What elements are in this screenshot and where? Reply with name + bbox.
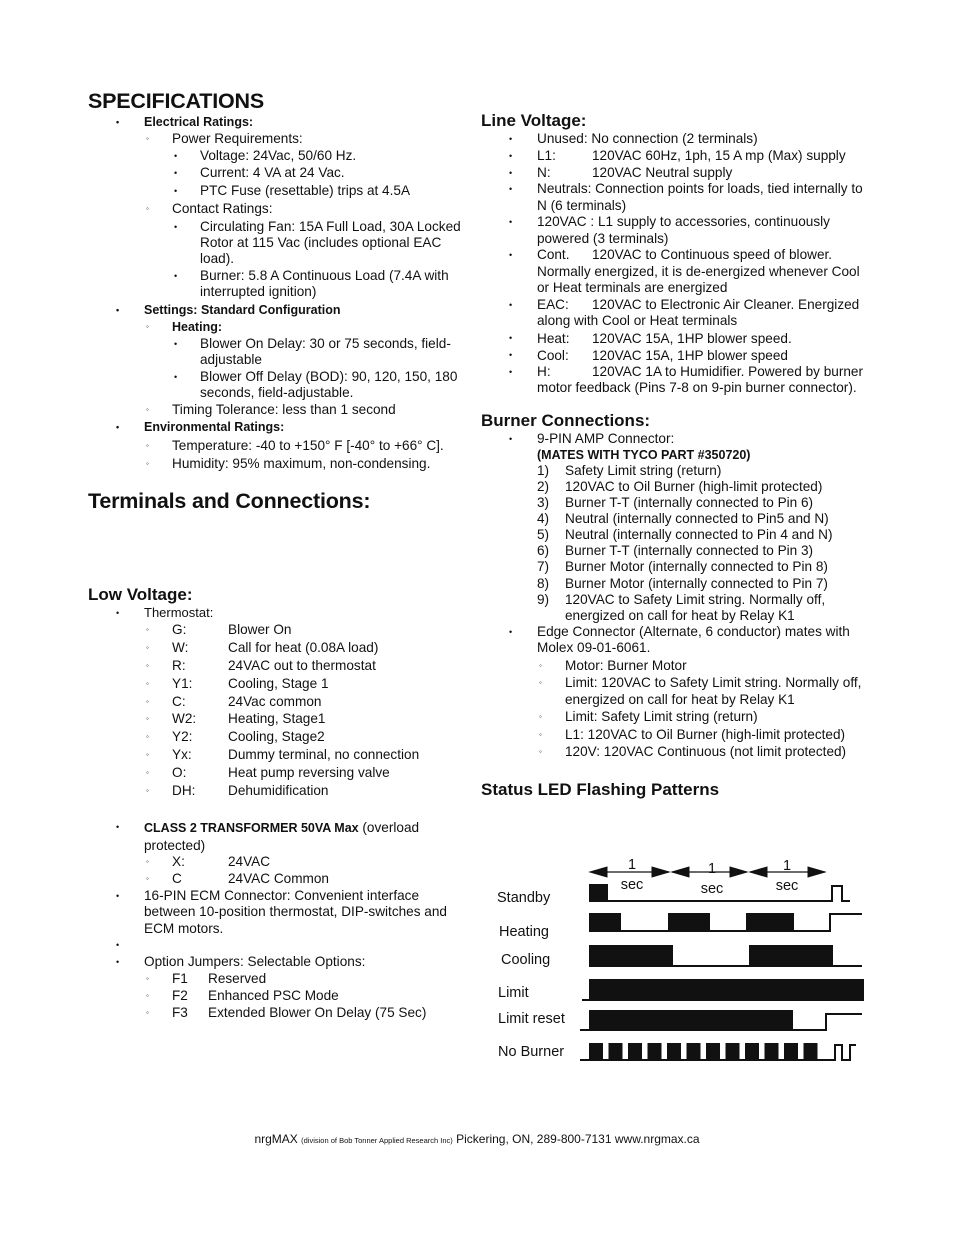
thermostat-terminal: ◦ O: Heat pump reversing valve [88,765,473,782]
pin-item: 7) Burner Motor (internally connected to Pin 8) [537,559,828,575]
edge-item: ◦ L1: 120VAC to Oil Burner (high-limit protected) [481,727,871,744]
arrow-head [672,867,689,877]
low-voltage-list [88,605,473,1022]
burner-list [481,431,871,761]
arrow-head [652,867,669,877]
contact-item: • Circulating Fan: 15A Full Load, 30A Locked Rotor at 115 Vac (includes optional EAC load). [88,219,473,267]
pin-item: 4) Neutral (internally connected to Pin5 and N) [537,511,829,527]
no-burner-pulse [766,1044,778,1060]
interval-label-1-unit: sec [620,877,644,893]
edge-item: ◦ Limit: 120VAC to Safety Limit string. Normally off, energized on call for heat by Relay K1 [481,675,871,708]
thermostat-terminal: ◦ W2: Heating, Stage1 [88,711,473,728]
thermostat-terminal: ◦ Y1: Cooling, Stage 1 [88,676,473,693]
line-voltage-item: • L1: 120VAC 60Hz, 1ph, 15 A mp (Max) supply [481,148,871,165]
ecm-connector: • 16-PIN ECM Connector: Convenient interface between 10-position thermostat, DIP-switches and ECM motors. [88,888,473,938]
arrow-head [808,867,825,877]
transformer-item: • CLASS 2 TRANSFORMER 50VA Max (overload protected) [88,819,473,854]
line-voltage-title: Line Voltage: [481,111,587,130]
settings-heading: • Settings: Standard Configuration [88,302,473,319]
footer [0,1131,954,1149]
jumper-option: ◦ F3 Extended Blower On Delay (75 Sec) [88,1005,473,1022]
low-voltage-title: Low Voltage: [88,584,193,604]
jumper-option: ◦ F1 Reserved [88,971,473,988]
line-voltage-item: • EAC: 120VAC to Electronic Air Cleaner. Energized along with Cool or Heat terminals [481,297,871,330]
burner-connections-title: Burner Connections: [481,410,651,430]
line-voltage-item: • Cont. 120VAC to Continuous speed of blower. Normally energized, it is de-energized whenever Cool or Heat terminals are energized [481,247,871,297]
no-burner-pulse [746,1044,758,1060]
contact-ratings: ◦ Contact Ratings: [88,201,473,218]
power-requirements: ◦ Power Requirements: [88,131,473,148]
power-item: • PTC Fuse (resettable) trips at 4.5A [88,183,473,200]
mates-note: (MATES WITH TYCO PART #350720) [537,447,751,462]
electrical-ratings-heading: • Electrical Ratings: [88,114,473,131]
pattern-label-no-burner: No Burner [498,1044,565,1060]
power-item: • Voltage: 24Vac, 50/60 Hz. [88,148,473,165]
specifications-list [88,114,473,473]
footer-contact: Pickering, ON, 289-800-7131 www.nrgmax.ca [456,1132,700,1146]
no-burner-pulse [785,1044,797,1060]
pin-item: 2) 120VAC to Oil Burner (high-limit protected) [537,478,823,494]
pattern-label-limit: Limit [498,985,529,1001]
edge-connector: • Edge Connector (Alternate, 6 conductor) mates with Molex 09-01-6061. [481,624,871,657]
interval-label-1: 1 [627,857,637,873]
right-column [481,110,871,800]
thermostat-terminal: ◦ W: Call for heat (0.08A load) [88,640,473,657]
no-burner-pulse [707,1044,719,1060]
thermostat-terminal: ◦ DH: Dehumidification [88,783,473,800]
pin-item: 1) Safety Limit string (return) [537,462,722,478]
arrow-head [590,867,607,877]
heating-item: • Blower On Delay: 30 or 75 seconds, field-adjustable [88,336,473,368]
thermostat-terminal: ◦ G: Blower On [88,622,473,639]
arrow-head [750,867,767,877]
environmental-item: ◦ Humidity: 95% maximum, non-condensing. [88,456,473,473]
thermostat-terminal: ◦ Yx: Dummy terminal, no connection [88,747,473,764]
no-burner-pulse [727,1044,739,1060]
edge-item: ◦ Limit: Safety Limit string (return) [481,709,871,726]
thermostat-terminal: ◦ Y2: Cooling, Stage2 [88,729,473,746]
waveform-heating [590,914,862,931]
waveform-no-burner [580,1044,856,1060]
arrow-head [730,867,747,877]
specifications-title: SPECIFICATIONS [88,89,264,113]
no-burner-pulse [805,1044,817,1060]
terminals-title: Terminals and Connections: [88,488,371,513]
amp-connector: • 9-PIN AMP Connector: (MATES WITH TYCO PART #350720) [481,431,871,463]
thermostat-terminal: ◦ R: 24VAC out to thermostat [88,658,473,675]
line-voltage-item: • Unused: No connection (2 terminals) [481,131,871,148]
transformer-terminal: ◦ X: 24VAC [88,854,473,871]
pin-item: 5) Neutral (internally connected to Pin 4 and N) [537,527,833,543]
footer-division: (division of Bob Tonner Applied Research Inc) [301,1136,453,1145]
pin-item: 6) Burner T-T (internally connected to Pin 3) [537,543,814,559]
option-jumpers: • Option Jumpers: Selectable Options: [88,954,473,971]
edge-item: ◦ Motor: Burner Motor [481,658,871,675]
jumper-option: ◦ F2 Enhanced PSC Mode [88,988,473,1005]
environmental-heading: • Environmental Ratings: [88,419,473,436]
no-burner-pulse [649,1044,661,1060]
pattern-label-standby: Standby [497,890,551,906]
no-burner-pulse [688,1044,700,1060]
waveforms [580,885,863,1060]
interval-label-3-unit: sec [775,878,799,894]
interval-label-3: 1 [782,858,792,874]
transformer-terminal: ◦ C 24VAC Common [88,871,473,888]
line-voltage-item: • Neutrals: Connection points for loads, tied internally to N (6 terminals) [481,181,871,214]
waveform-limit-reset [580,1011,862,1030]
pattern-label-heating: Heating [499,924,549,940]
waveform-limit [582,980,863,1000]
pin-item: 3) Burner T-T (internally connected to Pin 6) [537,495,814,511]
contact-item: • Burner: 5.8 A Continuous Load (7.4A with interrupted ignition) [88,268,473,300]
pattern-label-cooling: Cooling [501,952,551,968]
heating-item: • Blower Off Delay (BOD): 90, 120, 150, 180 seconds, field-adjustable. [88,369,473,401]
led-timing-diagram [490,852,870,1072]
line-voltage-item: • 120VAC : L1 supply to accessories, continuously powered (3 terminals) [481,214,871,247]
line-voltage-item: • Cool: 120VAC 15A, 1HP blower speed [481,347,871,364]
no-burner-pulse [629,1044,641,1060]
pin-item: 8) Burner Motor (internally connected to Pin 7) [537,575,828,591]
empty-bullet [88,937,473,954]
left-column [88,88,473,1022]
line-voltage-item: • Heat: 120VAC 15A, 1HP blower speed. [481,330,871,347]
interval-label-2-unit: sec [700,881,724,897]
footer-company: nrgMAX [254,1132,298,1146]
environmental-item: ◦ Temperature: -40 to +150° F [-40° to +66° C]. [88,438,473,455]
pattern-label-limit-reset: Limit reset [498,1011,565,1027]
line-voltage-item: • H: 120VAC 1A to Humidifier. Powered by burner motor feedback (Pins 7-8 on 9-pin burner connector). [481,364,871,396]
heating-heading: ◦ Heating: [88,319,473,336]
waveform-cooling [590,946,862,966]
thermostat-label: • Thermostat: [88,605,473,622]
edge-item: ◦ 120V: 120VAC Continuous (not limit protected) [481,744,871,761]
no-burner-pulse [610,1044,622,1060]
status-led-title: Status LED Flashing Patterns [481,779,720,799]
power-item: • Current: 4 VA at 24 Vac. [88,165,473,182]
pin-item: 9) 120VAC to Safety Limit string. Normally off, energized on call for heat by Relay K1 [537,591,826,623]
no-burner-pulse [590,1044,602,1060]
line-voltage-list [481,131,871,396]
no-burner-pulse [668,1044,680,1060]
timing-tolerance: ◦ Timing Tolerance: less than 1 second [88,402,473,419]
interval-label-2: 1 [707,861,717,877]
line-voltage-item: • N: 120VAC Neutral supply [481,165,871,182]
thermostat-terminal: ◦ C: 24Vac common [88,694,473,711]
